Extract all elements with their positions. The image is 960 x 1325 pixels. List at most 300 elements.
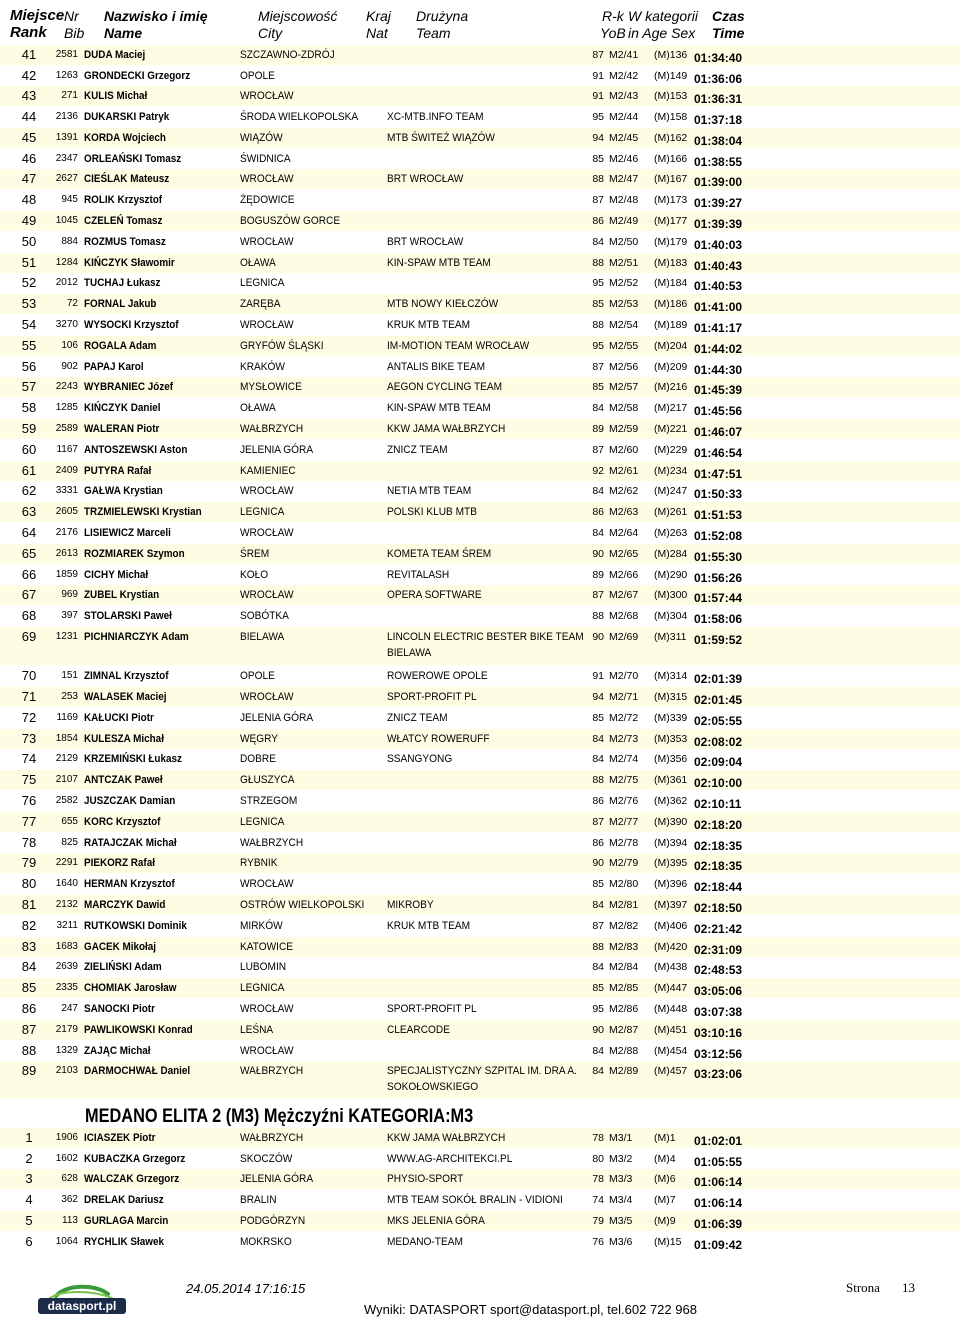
category-cell: M3/2 [609, 1153, 633, 1165]
category-cell: M3/1 [609, 1132, 633, 1144]
name-cell: ROLIK Krzysztof [84, 194, 163, 206]
sex-rank-cell: (M)448 [654, 1003, 688, 1015]
sex-rank-cell: (M)186 [654, 298, 688, 310]
rank-cell: 50 [21, 234, 37, 249]
table-row [0, 1190, 960, 1210]
yob-cell: 94 [592, 691, 604, 703]
team-cell-continued: SOKOŁOWSKIEGO [387, 1081, 479, 1093]
category-cell: M2/87 [609, 1024, 639, 1036]
yob-cell: 90 [592, 1024, 604, 1036]
name-cell: KULIS Michał [84, 90, 148, 102]
category-cell: M2/56 [609, 361, 639, 373]
col-header-city: City [258, 25, 283, 41]
time-cell: 01:47:51 [694, 467, 743, 481]
city-cell: WROCŁAW [240, 878, 294, 890]
yob-cell: 84 [592, 236, 604, 248]
yob-cell: 80 [592, 1153, 604, 1165]
city-cell: WĘGRY [240, 733, 279, 745]
team-cell: ZNICZ TEAM [387, 444, 448, 456]
col-header-team: Team [416, 25, 451, 41]
rank-cell: 4 [25, 1192, 33, 1207]
team-cell: KRUK MTB TEAM [387, 920, 471, 932]
name-cell: GURLAGA Marcin [84, 1215, 169, 1227]
sex-rank-cell: (M)6 [654, 1173, 676, 1185]
yob-cell: 85 [592, 381, 604, 393]
category-cell: M2/45 [609, 132, 639, 144]
city-cell: OŁAWA [240, 257, 276, 269]
table-row [0, 544, 960, 564]
category-cell: M2/58 [609, 402, 639, 414]
sex-rank-cell: (M)451 [654, 1024, 688, 1036]
time-cell: 01:40:53 [694, 279, 743, 293]
name-cell: WALASEK Maciej [84, 691, 167, 703]
category-cell: M2/78 [609, 837, 639, 849]
bib-cell: 1167 [56, 444, 78, 455]
logo-text: datasport.pl [47, 1299, 117, 1313]
name-cell: ANTOSZEWSKI Aston [84, 444, 188, 456]
table-row [0, 523, 960, 543]
name-cell: GAŁWA Krystian [84, 485, 163, 497]
rank-cell: 1 [25, 1130, 33, 1145]
time-cell: 01:36:31 [694, 92, 743, 106]
team-cell: KOMETA TEAM ŚREM [387, 548, 492, 560]
category-cell: M2/59 [609, 423, 639, 435]
time-cell: 03:05:06 [694, 984, 743, 998]
sex-rank-cell: (M)290 [654, 569, 688, 581]
table-row [0, 585, 960, 605]
category-cell: M2/83 [609, 941, 639, 953]
bib-cell: 2176 [55, 527, 78, 538]
time-cell: 03:12:56 [694, 1047, 743, 1061]
col-header-druzyna: Drużyna [416, 8, 469, 24]
col-header-name: Name [104, 25, 143, 41]
rank-cell: 74 [21, 751, 37, 766]
bib-cell: 271 [61, 90, 78, 101]
city-cell: WROCŁAW [240, 90, 294, 102]
rank-cell: 58 [21, 400, 37, 415]
sex-rank-cell: (M)217 [654, 402, 688, 414]
yob-cell: 91 [592, 90, 604, 102]
team-cell: AEGON CYCLING TEAM [387, 381, 503, 393]
table-row [0, 1128, 960, 1148]
yob-cell: 84 [592, 402, 604, 414]
sex-rank-cell: (M)353 [654, 733, 688, 745]
name-cell: PUTYRA Rafał [84, 465, 152, 477]
time-cell: 03:23:06 [694, 1067, 743, 1081]
bib-cell: 253 [61, 691, 78, 702]
city-cell: KATOWICE [240, 941, 294, 953]
sex-rank-cell: (M)204 [654, 340, 688, 352]
rank-cell: 61 [21, 463, 37, 478]
time-cell: 02:18:44 [694, 880, 743, 894]
sex-rank-cell: (M)179 [654, 236, 688, 248]
city-cell: KRAKÓW [240, 361, 285, 373]
yob-cell: 84 [592, 485, 604, 497]
name-cell: ZIMNAL Krzysztof [84, 670, 169, 682]
time-cell: 02:09:04 [694, 755, 743, 769]
category-cell: M3/3 [609, 1173, 633, 1185]
team-cell: KKW JAMA WAŁBRZYCH [387, 1132, 506, 1144]
name-cell: ZAJĄC Michał [84, 1045, 151, 1057]
team-cell: ZNICZ TEAM [387, 712, 448, 724]
city-cell: LUBOMIN [240, 961, 287, 973]
rank-cell: 54 [21, 317, 37, 332]
time-cell: 01:38:04 [694, 134, 743, 148]
yob-cell: 86 [592, 506, 604, 518]
bib-cell: 902 [61, 361, 78, 372]
rank-cell: 63 [21, 504, 37, 519]
datasport-logo[interactable] [36, 1282, 128, 1320]
name-cell: SANOCKI Piotr [84, 1003, 155, 1015]
city-cell: ŚWIDNICA [240, 153, 291, 165]
results-header [0, 0, 960, 43]
category-cell: M3/5 [609, 1215, 633, 1227]
sex-rank-cell: (M)304 [654, 610, 688, 622]
team-cell: PHYSIO-SPORT [387, 1173, 464, 1185]
city-cell: WROCŁAW [240, 1003, 294, 1015]
time-cell: 01:57:44 [694, 591, 743, 605]
time-cell: 01:36:06 [694, 72, 743, 86]
rank-cell: 89 [21, 1063, 37, 1078]
sex-rank-cell: (M)167 [654, 173, 688, 185]
name-cell: LISIEWICZ Marceli [84, 527, 171, 539]
time-cell: 01:37:18 [694, 113, 743, 127]
table-row [0, 398, 960, 418]
yob-cell: 95 [592, 1003, 604, 1015]
city-cell: WROCŁAW [240, 589, 294, 601]
bib-cell: 2347 [55, 153, 78, 164]
category-cell: M2/85 [609, 982, 639, 994]
time-cell: 02:05:55 [694, 714, 743, 728]
time-cell: 02:01:45 [694, 693, 743, 707]
time-cell: 01:51:53 [694, 508, 743, 522]
table-row [0, 708, 960, 728]
yob-cell: 90 [592, 631, 604, 643]
bib-cell: 362 [61, 1194, 78, 1205]
time-cell: 01:38:55 [694, 155, 743, 169]
bib-cell: 969 [61, 589, 78, 600]
table-row [0, 978, 960, 998]
city-cell: WAŁBRZYCH [240, 423, 304, 435]
yob-cell: 84 [592, 899, 604, 911]
yob-cell: 89 [592, 423, 604, 435]
sex-rank-cell: (M)234 [654, 465, 688, 477]
bib-cell: 1854 [55, 733, 78, 744]
bib-cell: 2179 [55, 1024, 78, 1035]
rank-cell: 53 [21, 296, 37, 311]
rank-cell: 67 [21, 587, 37, 602]
bib-cell: 945 [61, 194, 78, 205]
table-row [0, 937, 960, 957]
bib-cell: 2132 [55, 899, 78, 910]
sex-rank-cell: (M)158 [654, 111, 688, 123]
team-cell: XC-MTB.INFO TEAM [387, 111, 484, 123]
name-cell: ROGALA Adam [84, 340, 157, 352]
bib-cell: 1391 [55, 132, 78, 143]
rank-cell: 79 [21, 855, 37, 870]
category-cell: M2/53 [609, 298, 639, 310]
table-row [0, 565, 960, 585]
rank-cell: 3 [25, 1171, 33, 1186]
name-cell: GACEK Mikołaj [84, 941, 157, 953]
table-row [0, 190, 960, 210]
team-cell: BRT WROCŁAW [387, 173, 464, 185]
yob-cell: 84 [592, 733, 604, 745]
col-header-time: Time [712, 25, 745, 41]
table-row [0, 481, 960, 501]
results-source: Wyniki: DATASPORT sport@datasport.pl, tel.602 722 968 [364, 1302, 697, 1317]
table-row [0, 107, 960, 127]
sex-rank-cell: (M)166 [654, 153, 688, 165]
rank-cell: 88 [21, 1043, 37, 1058]
yob-cell: 86 [592, 215, 604, 227]
yob-cell: 87 [592, 444, 604, 456]
sex-rank-cell: (M)4 [654, 1153, 676, 1165]
category-cell: M2/48 [609, 194, 639, 206]
team-cell: SSANGYONG [387, 753, 453, 765]
team-cell: KIN-SPAW MTB TEAM [387, 257, 491, 269]
name-cell: KAŁUCKI Piotr [84, 712, 154, 724]
yob-cell: 84 [592, 1065, 604, 1077]
sex-rank-cell: (M)300 [654, 589, 688, 601]
category-cell: M2/71 [609, 691, 639, 703]
time-cell: 03:10:16 [694, 1026, 743, 1040]
rank-cell: 51 [21, 255, 37, 270]
sex-rank-cell: (M)406 [654, 920, 688, 932]
col-header-yob: YoB [600, 25, 626, 41]
table-row [0, 253, 960, 273]
time-cell: 03:07:38 [694, 1005, 743, 1019]
rank-cell: 5 [25, 1213, 33, 1228]
table-row [0, 729, 960, 749]
rank-cell: 52 [21, 275, 37, 290]
sex-rank-cell: (M)457 [654, 1065, 688, 1077]
category-cell: M2/47 [609, 173, 639, 185]
yob-cell: 88 [592, 173, 604, 185]
rank-cell: 62 [21, 483, 37, 498]
team-cell: SPORT-PROFIT PL [387, 1003, 477, 1015]
category-cell: M2/77 [609, 816, 639, 828]
sex-rank-cell: (M)339 [654, 712, 688, 724]
rank-cell: 80 [21, 876, 37, 891]
bib-cell: 2335 [55, 982, 78, 993]
category-cell: M2/51 [609, 257, 639, 269]
team-cell: WŁATCY ROWERUFF [387, 733, 490, 745]
rank-cell: 71 [21, 689, 37, 704]
city-cell: SZCZAWNO-ZDRÓJ [240, 49, 335, 61]
rank-cell: 83 [21, 939, 37, 954]
sex-rank-cell: (M)177 [654, 215, 688, 227]
bib-cell: 1285 [55, 402, 78, 413]
rank-cell: 72 [21, 710, 37, 725]
name-cell: RUTKOWSKI Dominik [84, 920, 187, 932]
page-indicator [846, 1280, 915, 1296]
col-header-nazwisko: Nazwisko i imię [104, 8, 208, 24]
bib-cell: 1329 [55, 1045, 78, 1056]
category-cell: M3/4 [609, 1194, 633, 1206]
rank-cell: 82 [21, 918, 37, 933]
rank-cell: 78 [21, 835, 37, 850]
category-cell: M2/74 [609, 753, 639, 765]
bib-cell: 72 [66, 298, 78, 309]
yob-cell: 74 [592, 1194, 604, 1206]
rank-cell: 75 [21, 772, 37, 787]
sex-rank-cell: (M)9 [654, 1215, 676, 1227]
rank-cell: 56 [21, 359, 37, 374]
category-cell: M2/50 [609, 236, 639, 248]
bib-cell: 1064 [55, 1236, 78, 1247]
name-cell: ANTCZAK Paweł [84, 774, 163, 786]
name-cell: ORLEAŃSKI Tomasz [84, 153, 182, 165]
yob-cell: 78 [592, 1132, 604, 1144]
sex-rank-cell: (M)263 [654, 527, 688, 539]
team-cell-continued: BIELAWA [387, 647, 432, 659]
yob-cell: 87 [592, 194, 604, 206]
table-row [0, 1232, 960, 1252]
city-cell: WIĄZÓW [240, 132, 283, 144]
sex-rank-cell: (M)454 [654, 1045, 688, 1057]
table-row [0, 294, 960, 314]
sex-rank-cell: (M)390 [654, 816, 688, 828]
category-cell: M2/72 [609, 712, 639, 724]
time-cell: 01:39:00 [694, 175, 743, 189]
city-cell: LEGNICA [240, 506, 285, 518]
team-cell: MTB NOWY KIEŁCZÓW [387, 298, 499, 310]
rank-cell: 2 [25, 1151, 33, 1166]
category-cell: M2/43 [609, 90, 639, 102]
col-header-bib: Bib [64, 25, 85, 41]
bib-cell: 106 [61, 340, 78, 351]
time-cell: 02:18:20 [694, 818, 743, 832]
category-cell: M2/65 [609, 548, 639, 560]
team-cell: MKS JELENIA GÓRA [387, 1215, 485, 1227]
table-row [0, 128, 960, 148]
bib-cell: 2639 [55, 961, 78, 972]
table-row [0, 606, 960, 626]
city-cell: WROCŁAW [240, 527, 294, 539]
city-cell: ŚREM [240, 548, 270, 560]
time-cell: 01:41:17 [694, 321, 743, 335]
sex-rank-cell: (M)396 [654, 878, 688, 890]
time-cell: 01:58:06 [694, 612, 743, 626]
time-cell: 01:59:52 [694, 633, 743, 647]
time-cell: 01:40:43 [694, 259, 743, 273]
name-cell: KORDA Wojciech [84, 132, 166, 144]
table-row [0, 1061, 960, 1099]
category-cell: M2/67 [609, 589, 639, 601]
category-cell: M2/70 [609, 670, 639, 682]
team-cell: IM-MOTION TEAM WROCŁAW [387, 340, 530, 352]
city-cell: RYBNIK [240, 857, 278, 869]
table-row [0, 502, 960, 522]
city-cell: SKOCZÓW [240, 1153, 293, 1165]
table-row [0, 357, 960, 377]
yob-cell: 89 [592, 569, 604, 581]
sex-rank-cell: (M)311 [654, 631, 687, 643]
rank-cell: 65 [21, 546, 37, 561]
yob-cell: 87 [592, 589, 604, 601]
bib-cell: 113 [62, 1215, 78, 1226]
category-cell: M2/63 [609, 506, 639, 518]
time-cell: 01:52:08 [694, 529, 743, 543]
bib-cell: 247 [61, 1003, 78, 1014]
yob-cell: 79 [592, 1215, 604, 1227]
rank-cell: 86 [21, 1001, 37, 1016]
time-cell: 01:56:26 [694, 571, 743, 585]
time-cell: 01:46:07 [694, 425, 743, 439]
time-cell: 01:06:14 [694, 1196, 743, 1210]
yob-cell: 84 [592, 961, 604, 973]
bib-cell: 397 [61, 610, 78, 621]
table-row [0, 273, 960, 293]
team-cell: CLEARCODE [387, 1024, 450, 1036]
table-row [0, 1020, 960, 1040]
category-cell: M2/46 [609, 153, 639, 165]
city-cell: BIELAWA [240, 631, 285, 643]
rank-cell: 87 [21, 1022, 37, 1037]
bib-cell: 628 [61, 1173, 78, 1184]
city-cell: MYSŁOWICE [240, 381, 302, 393]
rank-cell: 85 [21, 980, 37, 995]
time-cell: 01:02:01 [694, 1134, 743, 1148]
city-cell: BRALIN [240, 1194, 277, 1206]
bib-cell: 1284 [55, 257, 78, 268]
rank-cell: 70 [21, 668, 37, 683]
team-cell: ROWEROWE OPOLE [387, 670, 488, 682]
name-cell: GRONDECKI Grzegorz [84, 70, 191, 82]
city-cell: WAŁBRZYCH [240, 1132, 304, 1144]
sex-rank-cell: (M)395 [654, 857, 688, 869]
name-cell: ZIELIŃSKI Adam [84, 961, 162, 973]
city-cell: MIRKÓW [240, 920, 283, 932]
table-row [0, 812, 960, 832]
sex-rank-cell: (M)261 [654, 506, 688, 518]
bib-cell: 825 [61, 837, 78, 848]
team-cell: MEDANO-TEAM [387, 1236, 463, 1248]
city-cell: OPOLE [240, 70, 275, 82]
rank-cell: 84 [21, 959, 37, 974]
name-cell: PAWLIKOWSKI Konrad [84, 1024, 193, 1036]
rank-cell: 76 [21, 793, 37, 808]
time-cell: 01:40:03 [694, 238, 743, 252]
name-cell: FORNAL Jakub [84, 298, 157, 310]
category-cell: M2/81 [609, 899, 639, 911]
rank-cell: 43 [21, 88, 37, 103]
sex-rank-cell: (M)284 [654, 548, 688, 560]
team-cell: BRT WROCŁAW [387, 236, 464, 248]
yob-cell: 91 [592, 670, 604, 682]
yob-cell: 84 [592, 527, 604, 539]
bib-cell: 3211 [56, 920, 78, 931]
bib-cell: 2129 [55, 753, 78, 764]
sex-rank-cell: (M)15 [654, 1236, 682, 1248]
yob-cell: 90 [592, 857, 604, 869]
city-cell: SOBÓTKA [240, 610, 289, 622]
yob-cell: 76 [592, 1236, 604, 1248]
rank-cell: 81 [21, 897, 37, 912]
city-cell: WROCŁAW [240, 1045, 294, 1057]
city-cell: LEŚNA [240, 1024, 274, 1036]
yob-cell: 87 [592, 361, 604, 373]
yob-cell: 84 [592, 753, 604, 765]
table-row [0, 770, 960, 790]
table-row [0, 315, 960, 335]
yob-cell: 85 [592, 982, 604, 994]
category-cell: M2/68 [609, 610, 639, 622]
category-cell: M2/69 [609, 631, 639, 643]
sex-rank-cell: (M)314 [654, 670, 688, 682]
sex-rank-cell: (M)315 [654, 691, 688, 703]
